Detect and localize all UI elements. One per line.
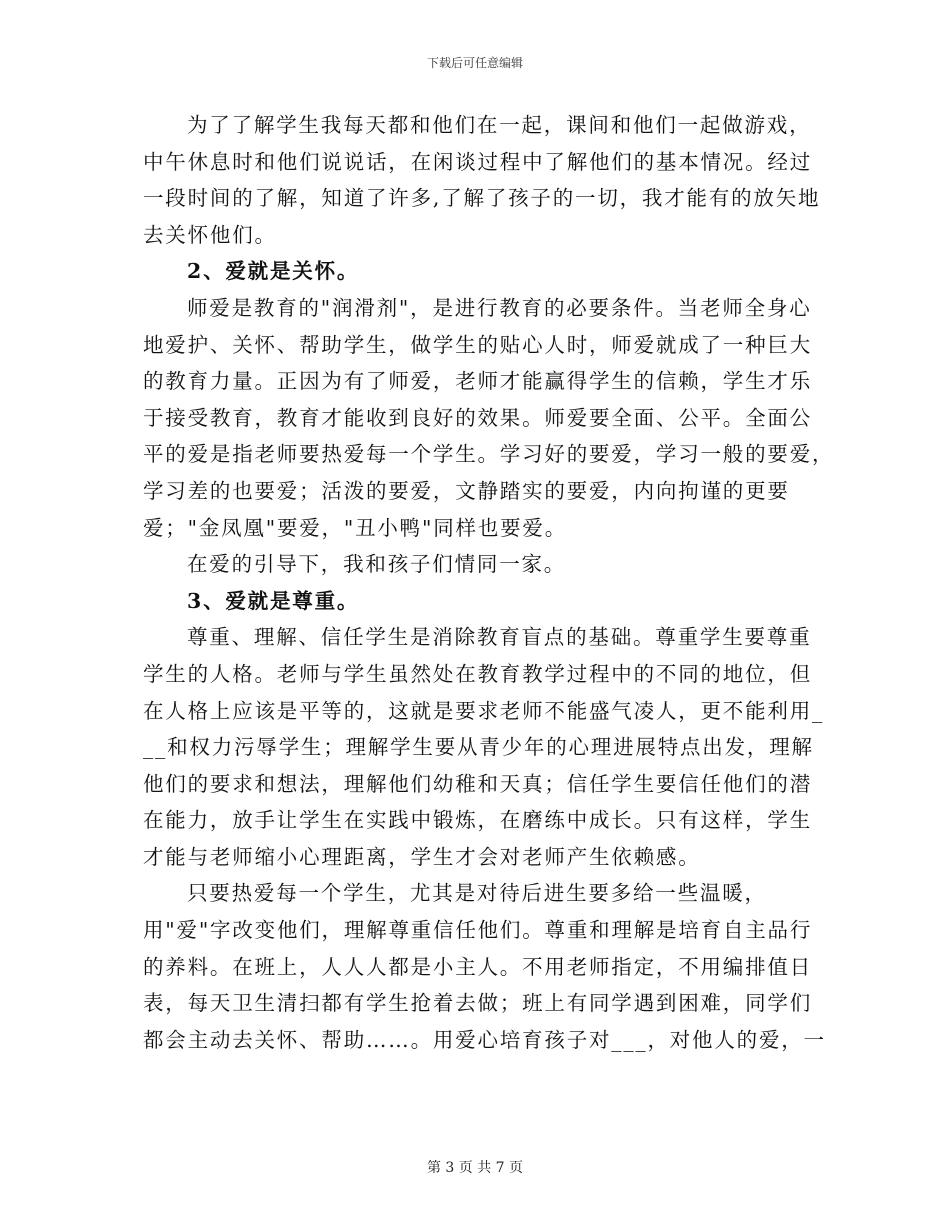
text-line: 平的爱是指老师要热爱每一个学生。学习好的要爱，学习一般的要爱， [143, 442, 835, 467]
section-heading-2 [143, 253, 807, 290]
text-line: 一段时间的了解，知道了许多,了解了孩子的一切，我才能有的放矢地 [143, 186, 821, 211]
text-line: 才能与老师缩小心理距离，学生才会对老师产生依赖感。 [143, 844, 701, 869]
text-line: 他们的要求和想法，理解他们幼稚和天真；信任学生要信任他们的潜 [143, 771, 812, 796]
section-heading-3 [143, 583, 807, 620]
text-line: 用"爱"字改变他们，理解尊重信任他们。尊重和理解是培育自主品行 [143, 918, 813, 943]
paragraph-5 [143, 875, 826, 1058]
text-line: 中午休息时和他们说说话，在闲谈过程中了解他们的基本情况。经过 [143, 149, 812, 174]
text-line: 的教育力量。正因为有了师爱，老师才能赢得学生的信赖，学生才乐 [143, 369, 812, 394]
text-line: 只要热爱每一个学生，尤其是对待后进生要多给一些温暖， [187, 881, 767, 906]
paragraph-1 [143, 107, 821, 253]
text-line: 尊重、理解、信任学生是消除教育盲点的基础。尊重学生要尊重 [187, 625, 812, 650]
text-line: __和权力污辱学生；理解学生要从青少年的心理进展特点出发，理解 [143, 735, 814, 760]
text-line: 表，每天卫生清扫都有学生抢着去做；班上有同学遇到困难，同学们 [143, 991, 812, 1016]
text-line: 于接受教育，教育才能收到良好的效果。师爱要全面、公平。全面公 [143, 405, 812, 430]
text-line: 地爱护、关怀、帮助学生，做学生的贴心人时，师爱就成了一种巨大 [143, 332, 812, 357]
text-line: 爱；"金凤凰"要爱，"丑小鸭"同样也要爱。 [143, 515, 568, 540]
text-line: 为了了解学生我每天都和他们在一起，课间和他们一起做游戏， [187, 113, 812, 137]
text-line: 去关怀他们。 [143, 222, 277, 247]
document-body [143, 107, 835, 1058]
text-line: 在人格上应该是平等的，这就是要求老师不能盛气凌人，更不能利用_ [143, 698, 825, 723]
text-line: 学习差的也要爱；活泼的要爱，文静踏实的要爱，内向拘谨的更要 [143, 478, 790, 503]
heading-text: 3、爱就是尊重。 [187, 588, 360, 613]
page-footer: 第 3 页 共 7 页 [426, 1160, 524, 1176]
text-line: 师爱是教育的"润滑剂"，是进行教育的必要条件。当老师全身心 [187, 295, 812, 320]
text-line: 学生的人格。老师与学生虽然处在教育教学过程中的不同的地位，但 [143, 661, 812, 686]
text-line: 都会主动去关怀、帮助……。用爱心培育孩子对___，对他人的爱，一 [143, 1027, 826, 1052]
heading-text: 2、爱就是关怀。 [187, 259, 360, 284]
paragraph-2 [143, 290, 835, 546]
paragraph-3 [143, 546, 807, 583]
text-line: 在能力，放手让学生在实践中锻炼，在磨练中成长。只有这样，学生 [143, 808, 812, 833]
page-header: 下载后可任意编辑 [426, 56, 523, 70]
text-line: 的养料。在班上，人人人都是小主人。不用老师指定，不用编排值日 [143, 954, 812, 979]
paragraph-4 [143, 619, 825, 875]
text-line: 在爱的引导下，我和孩子们情同一家。 [187, 552, 567, 577]
